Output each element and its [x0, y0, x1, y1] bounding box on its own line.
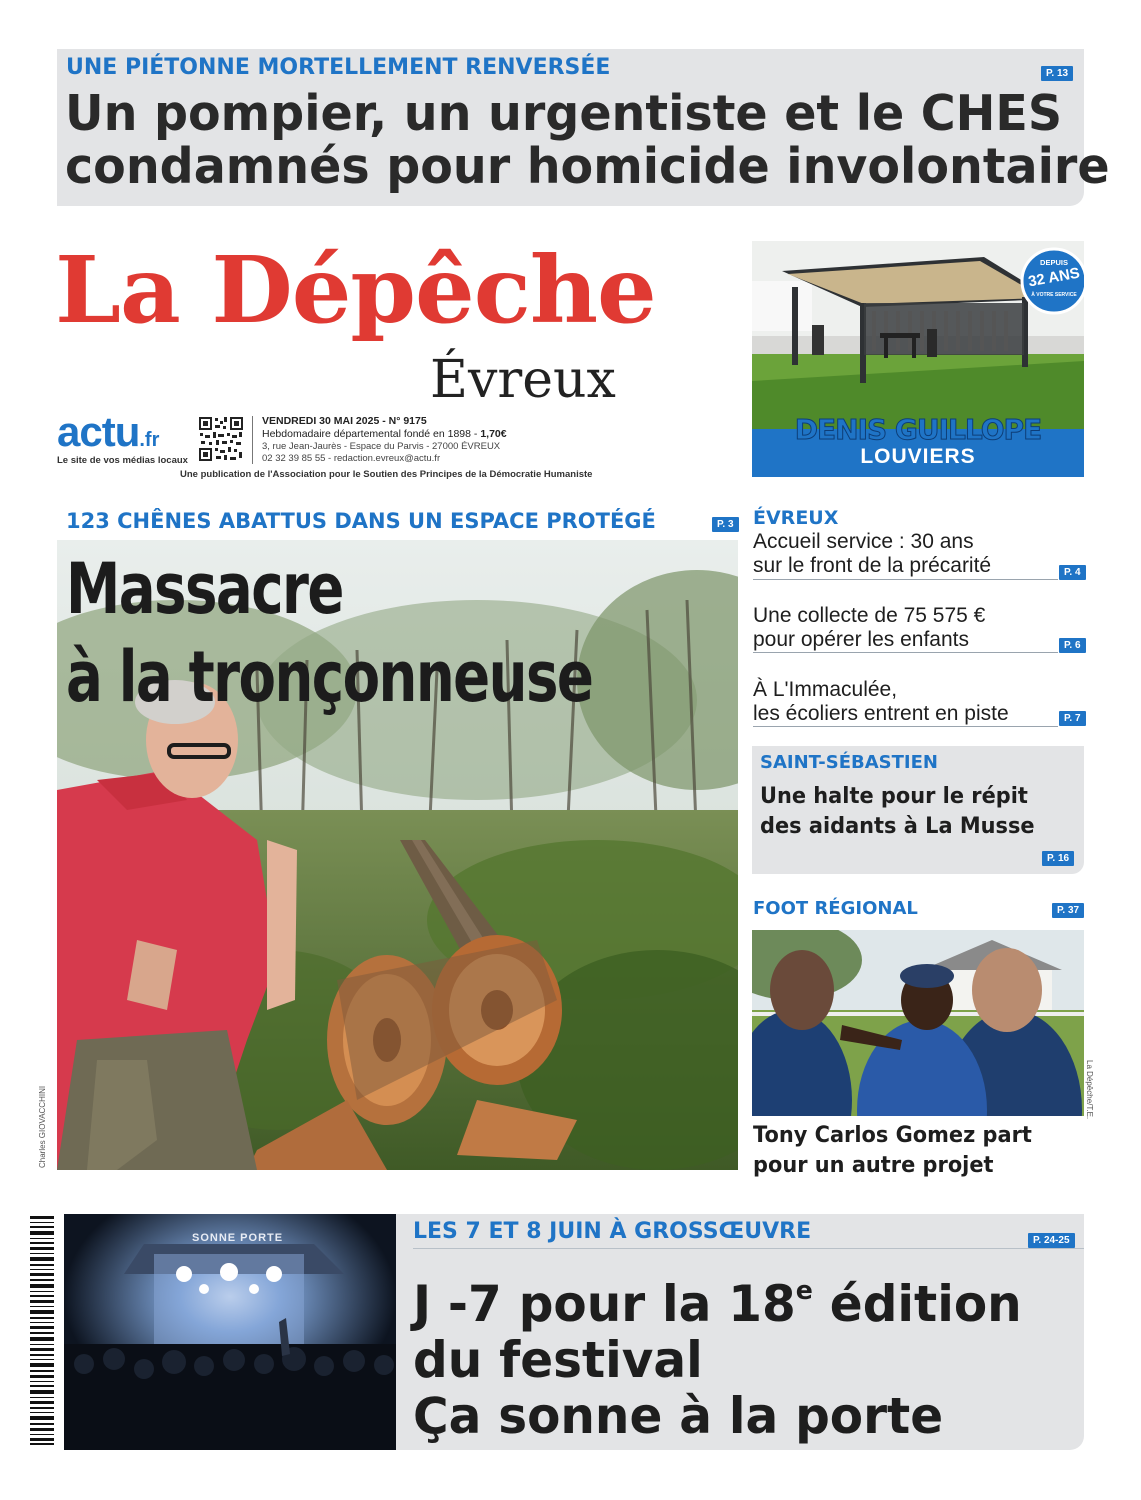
masthead-info — [262, 415, 507, 465]
festival-photo[interactable] — [64, 1214, 396, 1450]
actu-logo-main: actu — [57, 408, 140, 455]
ad-badge-top: DEPUIS — [1040, 258, 1068, 267]
main-story-headline-line1: Massacre — [66, 548, 343, 630]
main-story-headline — [66, 545, 741, 721]
sidebar-rule-3 — [753, 726, 1058, 727]
brief-1-line1: Accueil service : 30 ans — [753, 530, 974, 553]
coach-photo — [752, 930, 1084, 1116]
sidebar-section-evreux: ÉVREUX — [753, 507, 839, 529]
bottom-story-line1 — [413, 1263, 1022, 1332]
sidebar-rule-2 — [753, 652, 1058, 653]
actu-logo[interactable] — [57, 408, 159, 456]
top-story-headline — [65, 87, 1141, 193]
advertisement[interactable] — [752, 241, 1084, 477]
top-story-headline-line2: condamnés pour homicide involontaire — [65, 138, 1110, 195]
main-story-page-ref: P. 3 — [712, 517, 739, 532]
bottom-story-kicker: LES 7 ET 8 JUIN À GROSSŒUVRE — [413, 1219, 812, 1244]
foot-photo[interactable] — [752, 930, 1084, 1116]
brief-3-page-ref: P. 7 — [1059, 711, 1086, 726]
concert-photo — [64, 1214, 396, 1450]
ad-brand: DENIS GUILLOPE — [794, 413, 1042, 446]
sidebar-brief-1[interactable] — [753, 530, 1084, 580]
saint-sebastien-line1: Une halte pour le répit — [760, 784, 1028, 809]
brief-3-line2: les écoliers entrent en piste — [753, 702, 1009, 725]
founded-line — [262, 428, 507, 441]
bottom-story-headline — [413, 1263, 1041, 1444]
brief-1-page-ref: P. 4 — [1059, 565, 1086, 580]
masthead-title: La Dépêche — [55, 236, 656, 344]
ad-badge-main: 32 ANS — [1026, 264, 1082, 291]
contact: 02 32 39 85 55 - redaction.evreux@actu.fr — [262, 453, 441, 464]
publisher-line: Une publication de l'Association pour le Soutien des Principes de la Démocratie Humaniste — [180, 469, 593, 480]
main-story-kicker-visible: 123 CHÊNES ABATTUS DANS UN ESPACE PROTÉGÉ — [66, 509, 656, 533]
saint-sebastien-page-ref: P. 16 — [1042, 851, 1074, 866]
foot-line2: pour un autre projet — [753, 1153, 994, 1178]
actu-logo-tld: .fr — [139, 429, 160, 451]
top-story-page-ref: P. 13 — [1041, 66, 1073, 81]
foot-photo-credit: La Dépêche/T.E. — [1085, 1060, 1094, 1120]
founded-text: Hebdomadaire départemental fondé en 1898 - — [262, 428, 481, 440]
saint-sebastien-kicker: SAINT-SÉBASTIEN — [760, 752, 938, 773]
brief-2-line2: pour opérer les enfants — [753, 628, 969, 651]
price: 1,70€ — [480, 428, 507, 440]
actu-tagline: Le site de vos médias locaux — [57, 455, 188, 466]
issue-date: VENDREDI 30 MAI 2025 - N° 9175 — [262, 415, 427, 427]
masthead-divider — [252, 416, 253, 464]
ad-badge-bottom: À VOTRE SERVICE — [1031, 292, 1077, 298]
foot-page-ref: P. 37 — [1052, 903, 1084, 918]
sidebar-rule-1 — [753, 579, 1058, 580]
saint-sebastien-box[interactable] — [752, 746, 1084, 874]
foot-kicker: FOOT RÉGIONAL — [753, 898, 918, 919]
bottom-story-rule — [413, 1248, 1084, 1249]
brief-1-line2: sur le front de la précarité — [753, 554, 992, 577]
bottom-line1-b: édition — [812, 1275, 1022, 1333]
main-photo-credit: Charles GIOVACCHINI — [38, 1085, 47, 1168]
main-story-headline-line2: à la tronçonneuse — [66, 636, 593, 718]
barcode-icon — [30, 1214, 54, 1446]
brief-2-line1: Une collecte de 75 575 € — [753, 604, 986, 627]
ad-city: LOUVIERS — [860, 445, 976, 468]
top-story-kicker: UNE PIÉTONNE MORTELLEMENT RENVERSÉE — [66, 55, 611, 80]
foot-headline — [753, 1121, 1047, 1181]
masthead-edition: Évreux — [430, 350, 616, 410]
qr-code-icon[interactable] — [198, 416, 244, 462]
saint-sebastien-headline — [760, 782, 1049, 842]
top-story-banner[interactable] — [57, 49, 1110, 206]
bottom-line1-sup: e — [795, 1276, 813, 1306]
sidebar-brief-3[interactable] — [753, 678, 1084, 728]
sidebar-brief-2[interactable] — [753, 604, 1084, 654]
brief-2-page-ref: P. 6 — [1059, 638, 1086, 653]
bottom-story-line2: du festival — [413, 1331, 703, 1389]
foot-line1: Tony Carlos Gomez part — [753, 1123, 1032, 1148]
saint-sebastien-line2: des aidants à La Musse — [760, 814, 1035, 839]
top-story-headline-line1: Un pompier, un urgentiste et le CHES — [65, 85, 1063, 142]
bottom-story-line3: Ça sonne à la porte — [413, 1387, 944, 1445]
address: 3, rue Jean-Jaurès - Espace du Parvis - 27000 ÉVREUX — [262, 441, 501, 452]
brief-3-line1: À L'Immaculée, — [753, 678, 898, 701]
stage-sign: SONNE PORTE — [192, 1232, 284, 1244]
bottom-line1-a: J -7 pour la 18 — [413, 1275, 796, 1333]
bottom-story-page-ref: P. 24-25 — [1028, 1233, 1075, 1248]
